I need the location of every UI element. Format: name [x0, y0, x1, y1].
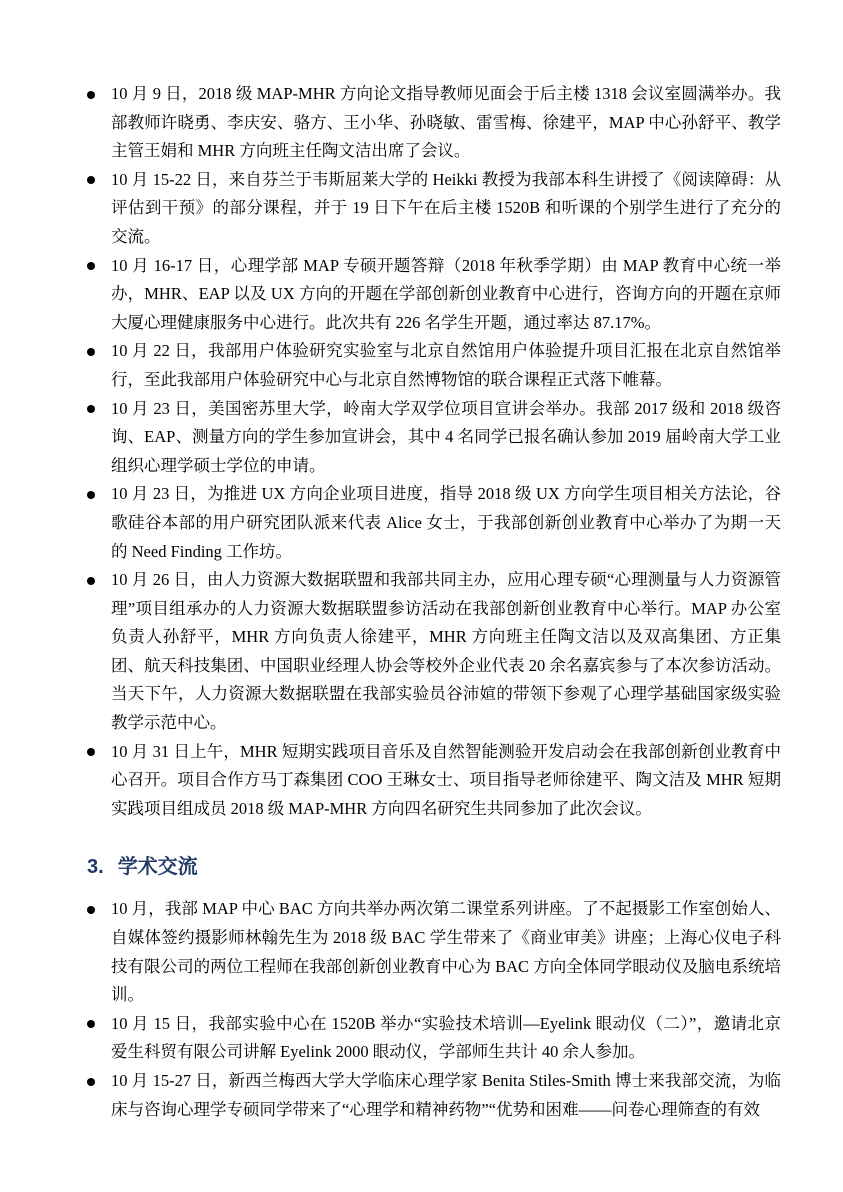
section-heading-number: 3.: [87, 856, 104, 879]
bullet-icon: [87, 91, 95, 99]
section2-bullet-list: [85, 80, 781, 823]
list-item: [85, 566, 781, 738]
list-item: [85, 337, 781, 394]
list-item: [85, 1067, 781, 1124]
bullet-text: 10 月 16-17 日，心理学部 MAP 专硕开题答辩（2018 年秋季学期）由 MAP 教育中心统一举办，MHR、EAP 以及 UX 方向的开题在学部创新创业教育中心进行，咨询方向的开题在京师大厦心理健康服务中心进行。此次共有 226 名学生开题，通过率达 87.17%。: [111, 255, 781, 332]
page-content: [85, 80, 781, 1124]
bullet-text: 10 月 22 日，我部用户体验研究实验室与北京自然馆用户体验提升项目汇报在北京自然馆举行，至此我部用户体验研究中心与北京自然博物馆的联合课程正式落下帷幕。: [111, 341, 781, 389]
list-item: [85, 738, 781, 824]
bullet-text: 10 月 15-27 日，新西兰梅西大学大学临床心理学家 Benita Stiles-Smith 博士来我部交流，为临床与咨询心理学专硕同学带来了“心理学和精神药物”“优势和困难——问卷心理筛查的有效: [111, 1071, 781, 1119]
bullet-icon: [87, 262, 95, 270]
list-item: [85, 480, 781, 566]
list-item: [85, 166, 781, 252]
section-heading-label: 学术交流: [117, 856, 198, 879]
section-heading: [87, 854, 781, 880]
bullet-icon: [87, 748, 95, 756]
bullet-text: 10 月，我部 MAP 中心 BAC 方向共举办两次第二课堂系列讲座。了不起摄影工作室创始人、自媒体签约摄影师林翰先生为 2018 级 BAC 学生带来了《商业审美》讲座；上海心仪电子科技有限公司的两位工程师在我部创新创业教育中心为 BAC 方向全体同学眼动仪及脑电系统培训。: [111, 899, 781, 1005]
bullet-text: 10 月 23 日，为推进 UX 方向企业项目进度，指导 2018 级 UX 方向学生项目相关方法论，谷歌硅谷本部的用户研究团队派来代表 Alice 女士，于我部创新创业教育中心举办了为期一天的 Need Finding 工作坊。: [111, 484, 781, 561]
list-item: [85, 80, 781, 166]
bullet-text: 10 月 15-22 日，来自芬兰于韦斯屈莱大学的 Heikki 教授为我部本科生讲授了《阅读障碍：从评估到干预》的部分课程，并于 19 日下午在后主楼 1520B 和听课的个别学生进行了充分的交流。: [111, 169, 781, 246]
bullet-text: 10 月 31 日上午，MHR 短期实践项目音乐及自然智能测验开发启动会在我部创新创业教育中心召开。项目合作方马丁森集团 COO 王琳女士、项目指导老师徐建平、陶文洁及 MHR 短期实践项目组成员 2018 级 MAP-MHR 方向四名研究生共同参加了此次会议。: [111, 741, 781, 818]
list-item: [85, 1010, 781, 1067]
bullet-icon: [87, 491, 95, 499]
bullet-icon: [87, 176, 95, 184]
bullet-icon: [87, 405, 95, 413]
bullet-text: 10 月 23 日，美国密苏里大学，岭南大学双学位项目宣讲会举办。我部 2017 级和 2018 级咨询、EAP、测量方向的学生参加宣讲会，其中 4 名同学已报名确认参加 2019 届岭南大学工业组织心理学硕士学位的申请。: [111, 398, 781, 475]
list-item: [85, 252, 781, 338]
bullet-text: 10 月 15 日，我部实验中心在 1520B 举办“实验技术培训—Eyelink 眼动仪（二）”，邀请北京爱生科贸有限公司讲解 Eyelink 2000 眼动仪，学部师生共计 40 余人参加。: [111, 1013, 781, 1062]
list-item: [85, 395, 781, 481]
bullet-text: 10 月 26 日，由人力资源大数据联盟和我部共同主办，应用心理专硕“心理测量与人力资源管理”项目组承办的人力资源大数据联盟参访活动在我部创新创业教育中心举行。MAP 办公室负责人孙舒平，MHR 方向负责人徐建平，MHR 方向班主任陶文洁以及双高集团、方正集团、航天科技集团、中国职业经理人协会等校外企业代表 20 余名嘉宾参与了本次参访活动。当天下午，人力资源大数据联盟在我部实验员谷沛媗的带领下参观了心理学基础国家级实验教学示范中心。: [111, 570, 781, 733]
bullet-icon: [87, 1020, 95, 1028]
list-item: [85, 895, 781, 1009]
bullet-icon: [87, 1078, 95, 1086]
bullet-icon: [87, 577, 95, 585]
bullet-icon: [87, 348, 95, 356]
bullet-text: 10 月 9 日，2018 级 MAP-MHR 方向论文指导教师见面会于后主楼 1318 会议室圆满举办。我部教师许晓勇、李庆安、骆方、王小华、孙晓敏、雷雪梅、徐建平，MAP 中心孙舒平、教学主管王娟和 MHR 方向班主任陶文洁出席了会议。: [111, 84, 781, 161]
section3-bullet-list: [85, 895, 781, 1124]
bullet-icon: [87, 906, 95, 914]
